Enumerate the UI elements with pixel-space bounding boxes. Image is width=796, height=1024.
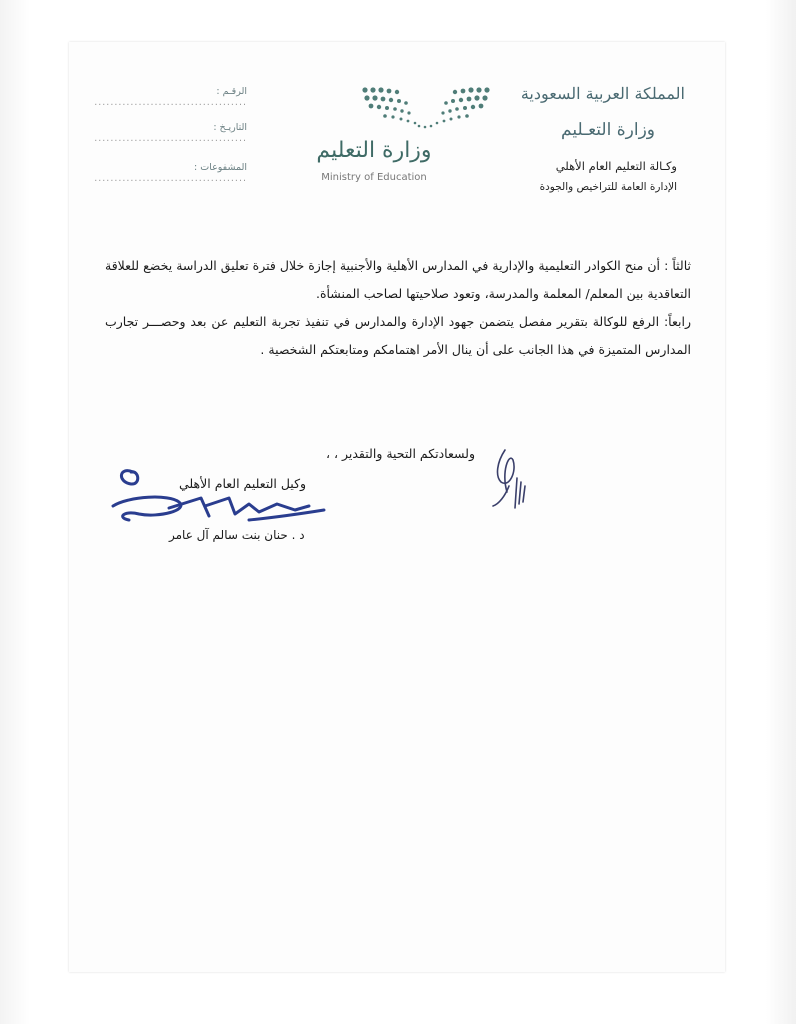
attachments-dots: ...................................... bbox=[94, 173, 247, 184]
logo-text-english: Ministry of Education bbox=[321, 172, 427, 183]
closing-line: ولسعادتكم التحية والتقدير ، ، bbox=[325, 446, 475, 461]
signer-title: وكيل التعليم العام الأهلي bbox=[179, 476, 307, 491]
kingdom-title: المملكة العربية السعودية bbox=[520, 84, 685, 103]
letter-page bbox=[69, 42, 725, 972]
ministry-of-education-dots-logo-icon bbox=[361, 86, 491, 130]
number-field bbox=[87, 86, 247, 108]
agency-name: وكـالة التعليم العام الأهلي bbox=[555, 159, 677, 173]
letter-body bbox=[105, 252, 691, 364]
signer-name: د . حنان بنت سالم آل عامر bbox=[169, 528, 305, 542]
number-dots: ...................................... bbox=[94, 97, 247, 108]
department-name: الإدارة العامة للتراخيص والجودة bbox=[539, 181, 677, 193]
ministry-title: وزارة التعـليم bbox=[561, 120, 655, 140]
attachments-field bbox=[87, 162, 247, 184]
attachments-label: المشفوعات : bbox=[194, 162, 247, 173]
paragraph-third: ثالثاً : أن منح الكوادر التعليمية والإدارية في المدارس الأهلية والأجنبية إجازة خلال فترة تعليق الدراسة يخضع للعلاقة التعاقدية بين المعلم/ المعلمة والمدرسة، وتعود صلاحيتها لصاحب المنشأة. bbox=[105, 258, 691, 301]
initials-mark bbox=[487, 442, 537, 512]
signature-mark bbox=[109, 460, 339, 530]
date-label: التاريـخ : bbox=[213, 122, 247, 133]
date-dots: ...................................... bbox=[94, 133, 247, 144]
paragraph-fourth: رابعاً: الرفع للوكالة بتقرير مفصل يتضمن جهود الإدارة والمدارس في تنفيذ تجربة التعليم عن بعد وحصـــر تجارب المدارس المتميزة في هذا الجانب على أن ينال الأمر اهتمامكم ومتابعتكم الشخصية . bbox=[105, 314, 691, 357]
logo-text-arabic: وزارة التعليم bbox=[316, 138, 432, 163]
ministry-logo bbox=[291, 86, 501, 186]
number-label: الرقـم : bbox=[216, 86, 247, 97]
date-field bbox=[87, 122, 247, 144]
